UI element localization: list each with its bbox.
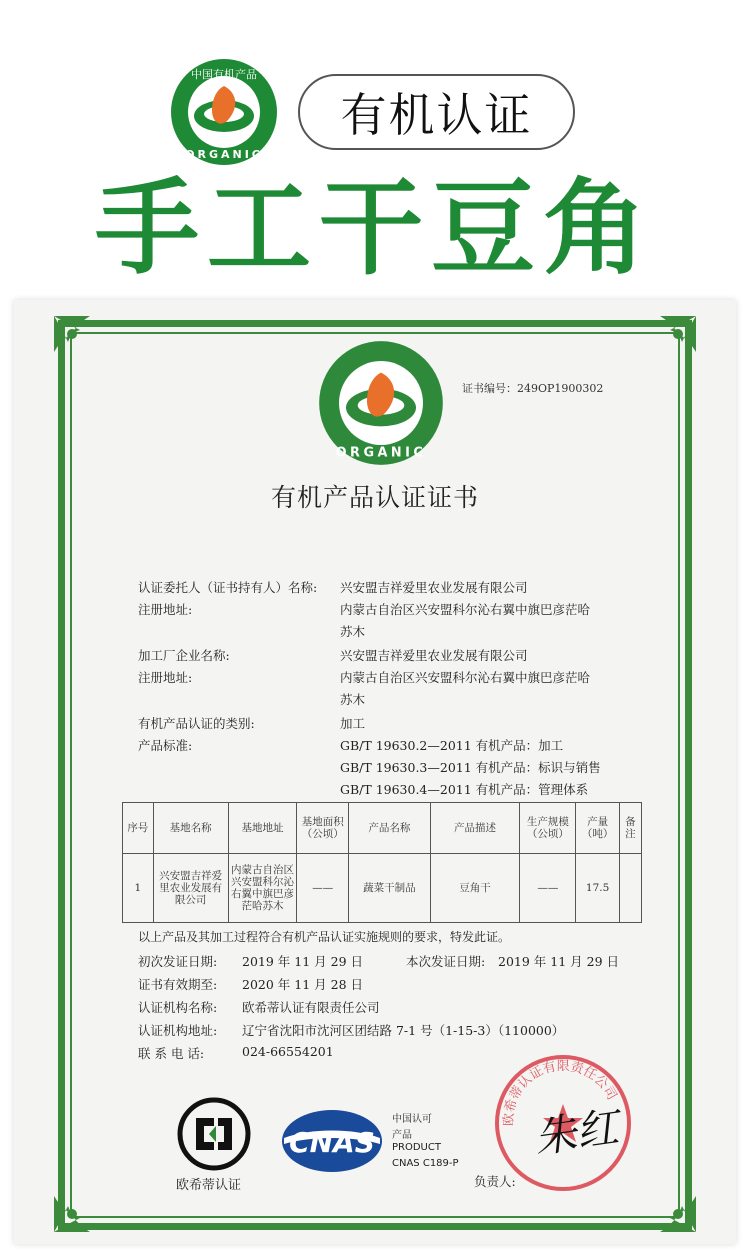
cnas-text: CNAS xyxy=(289,1126,375,1159)
product-table xyxy=(122,802,642,923)
reg-addr-label: 注册地址: xyxy=(138,602,193,617)
client-label: 认证委托人（证书持有人）名称: xyxy=(138,580,318,595)
logo-text-top: 中国有机产品 xyxy=(191,68,257,81)
cnas-logo-icon xyxy=(280,1108,384,1174)
valid-until-value: 2020 年 11 月 28 日 xyxy=(242,977,363,992)
category-label: 有机产品认证的类别: xyxy=(138,716,255,731)
table-header-cell: 产量（吨） xyxy=(576,803,619,854)
standard-1: GB/T 19630.2—2011 有机产品：加工 xyxy=(340,738,564,753)
table-cell: 内蒙古自治区兴安盟科尔沁右翼中旗巴彦茫哈苏木 xyxy=(228,854,297,923)
table-header-cell: 基地名称 xyxy=(153,803,228,854)
corner-ornament-icon xyxy=(50,312,110,372)
phone-label: 联 系 电 话: xyxy=(138,1046,205,1061)
organic-cert-badge: 有机认证 xyxy=(298,74,575,150)
certificate xyxy=(14,300,736,1244)
this-issue-label: 本次发证日期: xyxy=(406,954,486,969)
table-header-cell: 生产规模（公顷） xyxy=(520,803,576,854)
reg-addr-value-cont: 苏木 xyxy=(340,624,366,639)
logo-text-bottom: ORGANIC xyxy=(185,148,263,161)
reg-addr2-label: 注册地址: xyxy=(138,670,193,685)
signature: 朱红 xyxy=(531,1102,622,1163)
cnas-info-3: PRODUCT xyxy=(392,1142,441,1153)
table-cell: 豆角干 xyxy=(430,854,520,923)
this-issue-value: 2019 年 11 月 29 日 xyxy=(498,954,619,969)
org-label: 认证机构名称: xyxy=(138,1000,218,1015)
cert-organic-logo-icon xyxy=(318,340,444,466)
cert-title: 有机产品认证证书 xyxy=(270,483,479,512)
cnas-info-1: 中国认可 xyxy=(392,1114,432,1125)
reg-addr-value: 内蒙古自治区兴安盟科尔沁右翼中旗巴彦茫哈 xyxy=(340,602,591,617)
org-addr-value: 辽宁省沈阳市沈河区团结路 7-1 号（1-15-3）（110000） xyxy=(242,1023,565,1038)
first-issue-label: 初次发证日期: xyxy=(138,954,218,969)
org-addr-label: 认证机构地址: xyxy=(138,1023,218,1038)
category-value: 加工 xyxy=(340,716,366,731)
table-cell: 蔬菜干制品 xyxy=(349,854,430,923)
valid-until-label: 证书有效期至: xyxy=(138,977,218,992)
reg-addr2-value-cont: 苏木 xyxy=(340,692,366,707)
factory-value: 兴安盟吉祥爱里农业发展有限公司 xyxy=(340,648,528,663)
table-header-row xyxy=(123,803,642,854)
corner-ornament-icon xyxy=(50,1176,110,1236)
table-header-cell: 备注 xyxy=(619,803,641,854)
corner-ornament-icon xyxy=(640,1176,700,1236)
org-value: 欧希蒂认证有限责任公司 xyxy=(242,1000,380,1015)
table-header-cell: 产品名称 xyxy=(349,803,430,854)
cert-number: 证书编号：249OP1900302 xyxy=(462,382,604,395)
product-title: 手工干豆角 xyxy=(94,167,655,289)
organic-logo-icon xyxy=(170,58,278,166)
table-header-cell: 产品描述 xyxy=(430,803,520,854)
table-cell: 1 xyxy=(123,854,154,923)
standard-2: GB/T 19630.3—2011 有机产品：标识与销售 xyxy=(340,760,601,775)
cert-logo-text: ORGANIC xyxy=(335,445,427,461)
table-row xyxy=(123,854,642,923)
table-cell: —— xyxy=(297,854,349,923)
phone-value: 024-66554201 xyxy=(242,1044,334,1059)
cnas-info-2: 产品 xyxy=(392,1130,412,1141)
table-cell: —— xyxy=(520,854,576,923)
client-value: 兴安盟吉祥爱里农业发展有限公司 xyxy=(340,580,528,595)
reg-addr2-value: 内蒙古自治区兴安盟科尔沁右翼中旗巴彦茫哈 xyxy=(340,670,591,685)
table-cell: 17.5 xyxy=(576,854,619,923)
first-issue-value: 2019 年 11 月 29 日 xyxy=(242,954,363,969)
table-header-cell: 基地地址 xyxy=(228,803,297,854)
factory-label: 加工厂企业名称: xyxy=(138,648,230,663)
standard-3: GB/T 19630.4—2011 有机产品：管理体系 xyxy=(340,782,589,797)
table-header-cell: 基地面积（公顷） xyxy=(297,803,349,854)
ohd-label: 欧希蒂认证 xyxy=(176,1178,242,1193)
cert-note: 以上产品及其加工过程符合有机产品认证实施规则的要求，特发此证。 xyxy=(138,930,511,944)
cnas-info-4: CNAS C189-P xyxy=(392,1158,459,1169)
table-header-cell: 序号 xyxy=(123,803,154,854)
standard-label: 产品标准: xyxy=(138,738,193,753)
ohd-logo-icon xyxy=(176,1096,252,1172)
table-cell: 兴安盟吉祥爱里农业发展有限公司 xyxy=(153,854,228,923)
table-cell xyxy=(619,854,641,923)
seal-text: 欧希蒂认证有限责任公司 xyxy=(501,1059,620,1127)
responsible-label: 负责人: xyxy=(474,1174,516,1189)
corner-ornament-icon xyxy=(640,312,700,372)
